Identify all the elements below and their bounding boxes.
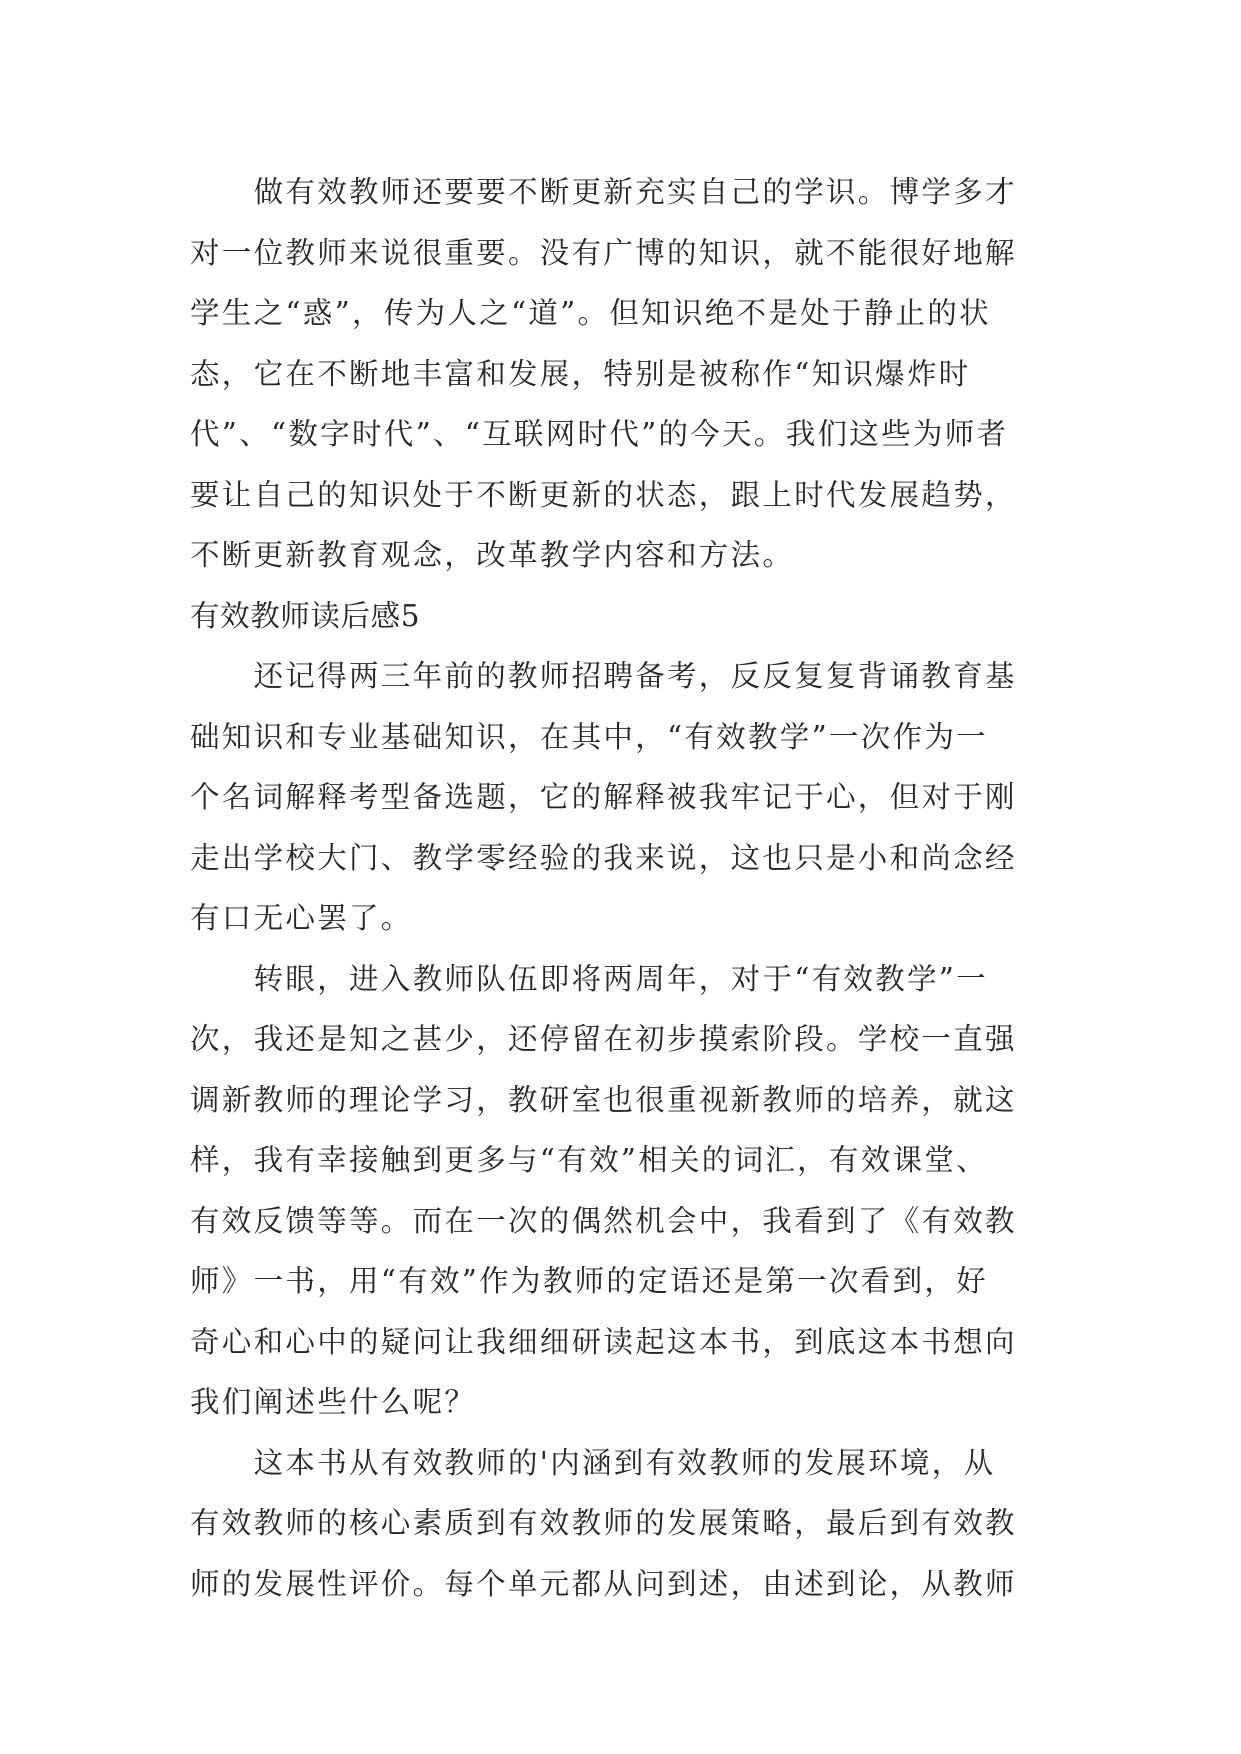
document-body xyxy=(190,162,1070,1614)
paragraph-line: 样，我有幸接触到更多与“有效”相关的词汇，有效课堂、 xyxy=(190,1143,988,1177)
paragraph-2 xyxy=(190,646,1070,949)
paragraph-line: 代”、“数字时代”、“互联网时代”的今天。我们这些为师者 xyxy=(190,417,1009,451)
paragraph-line: 走出学校大门、教学零经验的我来说，这也只是小和尚念经 xyxy=(190,840,1017,875)
paragraph-line: 做有效教师还要要不断更新充实自己的学识。博学多才 xyxy=(190,175,1017,209)
paragraph-line: 础知识和专业基础知识，在其中，“有效教学”一次作为一 xyxy=(190,719,988,754)
paragraph-3 xyxy=(190,949,1070,1433)
paragraph-4 xyxy=(190,1433,1070,1615)
paragraph-line: 个名词解释考型备选题，它的解释被我牢记于心，但对于刚 xyxy=(190,780,1017,814)
paragraph-line: 有口无心罢了。 xyxy=(190,901,413,935)
paragraph-line: 师》一书，用“有效”作为教师的定语还是第一次看到，好 xyxy=(190,1264,988,1298)
paragraph-line: 这本书从有效教师的'内涵到有效教师的发展环境，从 xyxy=(190,1445,996,1480)
paragraph-line: 有效教师的核心素质到有效教师的发展策略，最后到有效教 xyxy=(190,1506,1017,1540)
paragraph-line: 还记得两三年前的教师招聘备考，反反复复背诵教育基 xyxy=(190,659,1017,693)
paragraph-line: 我们阐述些什么呢？ xyxy=(190,1385,477,1419)
paragraph-line: 学生之“惑”，传为人之“道”。但知识绝不是处于静止的状 xyxy=(190,296,991,330)
section-heading: 有效教师读后感5 xyxy=(190,598,421,633)
paragraph-line: 态，它在不断地丰富和发展，特别是被称作“知识爆炸时 xyxy=(190,356,971,391)
paragraph-line: 师的发展性评价。每个单元都从问到述，由述到论，从教师 xyxy=(190,1566,1017,1601)
paragraph-line: 不断更新教育观念，改革教学内容和方法。 xyxy=(190,538,795,572)
paragraph-line: 转眼，进入教师队伍即将两周年，对于“有效教学”一 xyxy=(190,961,988,996)
paragraph-line: 要让自己的知识处于不断更新的状态，跟上时代发展趋势， xyxy=(190,477,1017,512)
paragraph-line: 次，我还是知之甚少，还停留在初步摸索阶段。学校一直强 xyxy=(190,1022,1017,1056)
paragraph-line: 调新教师的理论学习，教研室也很重视新教师的培养，就这 xyxy=(190,1082,1017,1117)
paragraph-line: 对一位教师来说很重要。没有广博的知识，就不能很好地解 xyxy=(190,235,1017,270)
paragraph-line: 奇心和心中的疑问让我细细研读起这本书，到底这本书想向 xyxy=(190,1324,1017,1359)
paragraph-line: 有效反馈等等。而在一次的偶然机会中，我看到了《有效教 xyxy=(190,1203,1017,1238)
paragraph-1 xyxy=(190,162,1070,586)
